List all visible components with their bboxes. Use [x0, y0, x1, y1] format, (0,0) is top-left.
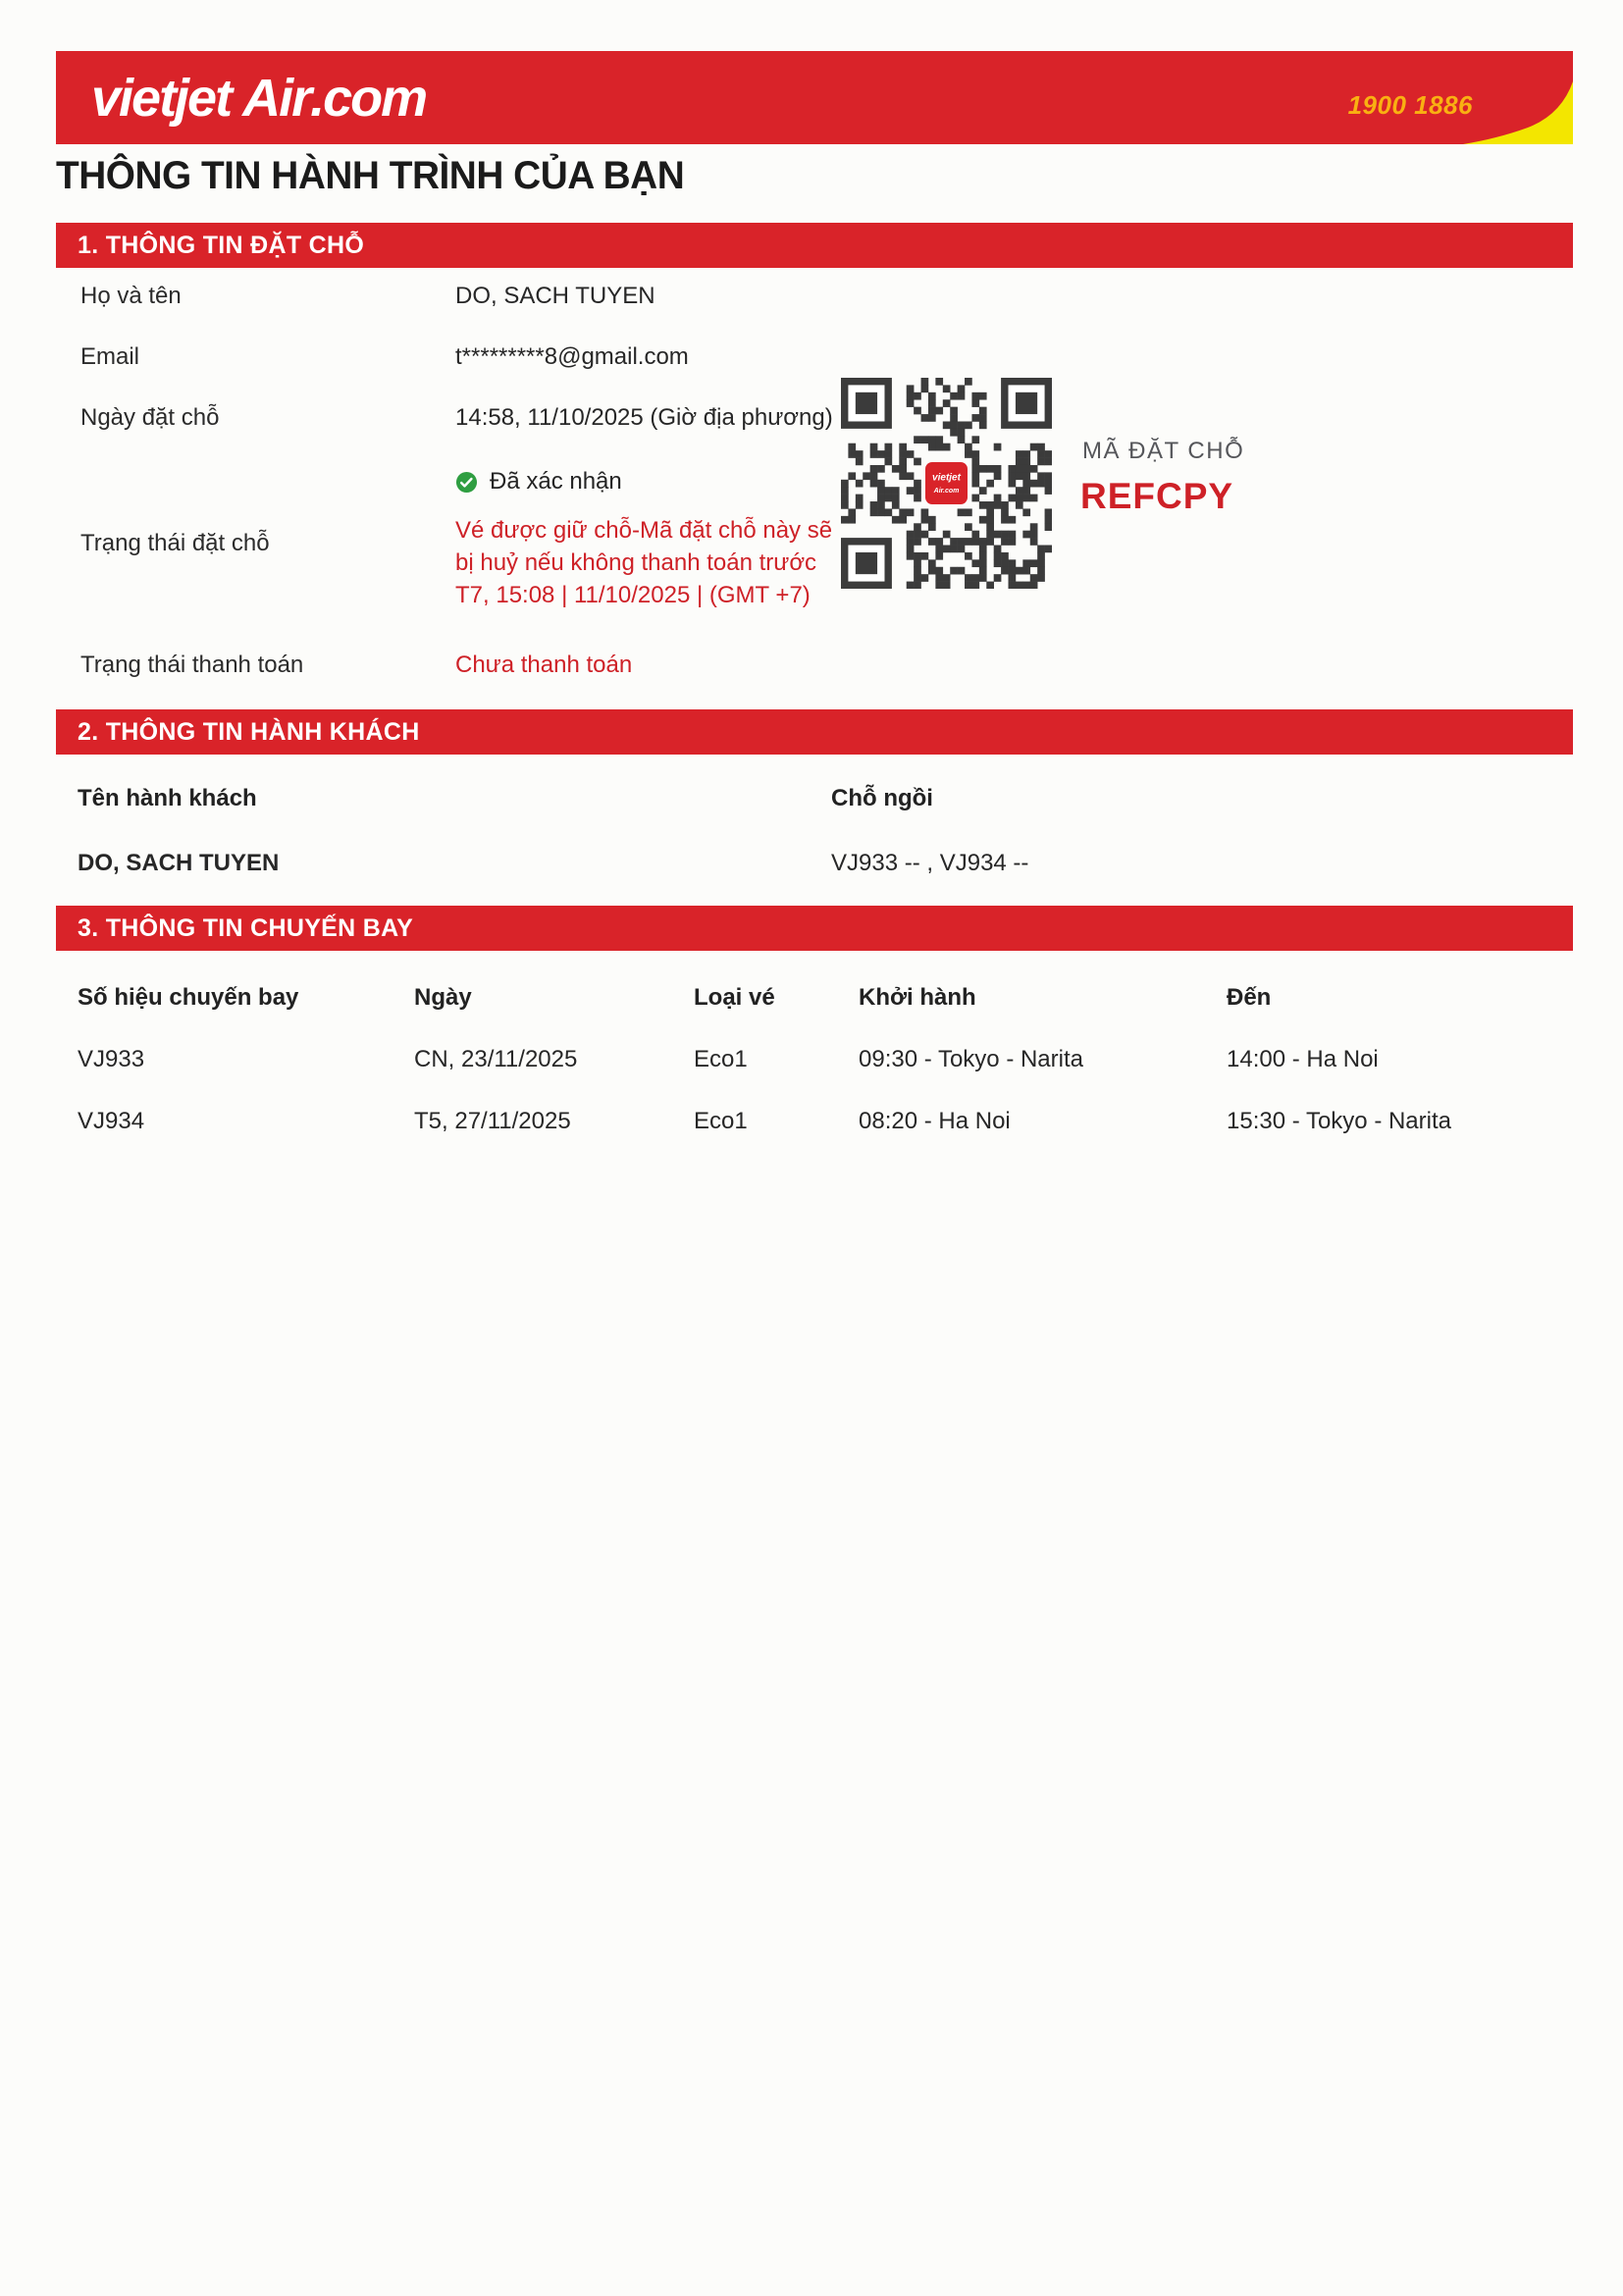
confirmed-status-text: Đã xác nhận [490, 468, 622, 495]
logo-part-vietjet: vietjet [91, 68, 232, 128]
flight1-departure: 09:30 - Tokyo - Narita [859, 1046, 1083, 1072]
flight1-arrival: 14:00 - Ha Noi [1227, 1046, 1379, 1072]
booking-date-value: 14:58, 11/10/2025 (Giờ địa phương) [455, 404, 833, 431]
seat-header: Chỗ ngồi [831, 785, 933, 811]
check-circle-icon [455, 471, 478, 494]
passenger-seats: VJ933 -- , VJ934 -- [831, 850, 1029, 876]
svg-text:Air.com: Air.com [933, 488, 960, 496]
payment-status-value: Chưa thanh toán [455, 652, 633, 678]
booking-status-label: Trạng thái đặt chỗ [80, 530, 270, 556]
logo-part-air: Air [242, 68, 311, 128]
booking-code-label: MÃ ĐẶT CHỖ [1082, 438, 1245, 464]
booking-code-value: REFCPY [1080, 476, 1234, 516]
section-header-flights: 3. THÔNG TIN CHUYẾN BAY [56, 906, 1573, 951]
yellow-corner-decoration [1463, 81, 1573, 144]
name-value: DO, SACH TUYEN [455, 283, 655, 309]
confirmed-status [455, 468, 622, 496]
qr-code-image [841, 378, 1052, 589]
col-flight-number: Số hiệu chuyến bay [78, 984, 299, 1011]
section-header-booking: 1. THÔNG TIN ĐẶT CHỖ [56, 223, 1573, 268]
header-banner [56, 51, 1573, 144]
payment-status-label: Trạng thái thanh toán [80, 652, 304, 678]
section-header-passenger: 2. THÔNG TIN HÀNH KHÁCH [56, 709, 1573, 755]
flight1-number: VJ933 [78, 1046, 145, 1072]
flight1-fare: Eco1 [694, 1046, 748, 1072]
logo-part-com: .com [310, 68, 427, 128]
col-date: Ngày [414, 984, 472, 1011]
col-arrival: Đến [1227, 984, 1272, 1011]
col-departure: Khởi hành [859, 984, 976, 1011]
qr-code [841, 378, 1052, 589]
passenger-name-header: Tên hành khách [78, 785, 257, 811]
col-fare-type: Loại vé [694, 984, 775, 1011]
svg-text:vietjet: vietjet [932, 472, 961, 484]
vietjet-logo [91, 51, 426, 144]
email-label: Email [80, 343, 140, 370]
passenger-name: DO, SACH TUYEN [78, 850, 280, 876]
flight2-fare: Eco1 [694, 1108, 748, 1134]
page-title: THÔNG TIN HÀNH TRÌNH CỦA BẠN [56, 154, 685, 197]
flight2-number: VJ934 [78, 1108, 145, 1134]
hold-warning-text: Vé được giữ chỗ-Mã đặt chỗ này sẽ bị huỷ nếu không thanh toán trước T7, 15:08 | 11/10/2025 | (GMT +7) [455, 517, 833, 608]
flight1-date: CN, 23/11/2025 [414, 1046, 578, 1072]
booking-date-label: Ngày đặt chỗ [80, 404, 220, 431]
email-value: t*********8@gmail.com [455, 343, 689, 370]
hotline-number: 1900 1886 [1347, 90, 1473, 120]
flight2-date: T5, 27/11/2025 [414, 1108, 571, 1134]
flight2-arrival: 15:30 - Tokyo - Narita [1227, 1108, 1451, 1134]
name-label: Họ và tên [80, 283, 182, 309]
flight2-departure: 08:20 - Ha Noi [859, 1108, 1011, 1134]
